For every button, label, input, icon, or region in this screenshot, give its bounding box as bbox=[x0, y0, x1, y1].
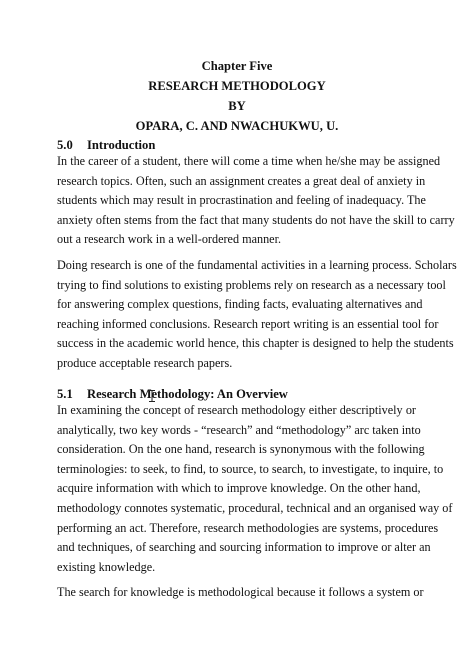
text-line: analytically, two key words - “research” and “methodology” arc taken into bbox=[57, 422, 421, 437]
text-line: research topics. Often, such an assignment creates a great deal of anxiety in bbox=[57, 173, 426, 188]
section-title: Introduction bbox=[87, 138, 156, 152]
text-line: out a research work in a well-ordered manner. bbox=[57, 232, 282, 247]
text-line: students which may result in procrastination and feeling of inadequacy. The bbox=[57, 193, 426, 208]
text-line: In examining the concept of research methodology either descriptively or bbox=[57, 403, 416, 417]
authors: OPARA, C. AND NWACHUKWU, U. bbox=[135, 119, 339, 133]
text-line: acquire information with which to improve knowledge. On the other hand, bbox=[57, 481, 421, 496]
section-heading-introduction bbox=[57, 137, 155, 153]
text-line: anxiety often stems from the fact that many students do not have the skill to carry bbox=[57, 212, 455, 227]
text-line: methodology connotes systematic, procedural, technical and an organised way of bbox=[57, 500, 453, 515]
text-line: success in the academic world hence, this chapter is designed to help the students bbox=[57, 336, 454, 351]
text-line: existing knowledge. bbox=[57, 559, 156, 574]
text-line: reaching informed conclusions. Research report writing is an essential tool for bbox=[57, 316, 439, 331]
text-line: In the career of a student, there will come a time when he/she may be assigned bbox=[57, 154, 441, 168]
section-title: Research Methodology: An Overview bbox=[87, 387, 288, 401]
text-line: produce acceptable research papers. bbox=[57, 355, 233, 370]
text-line: and techniques, of searching and sourcing information to improve or alter an bbox=[57, 540, 431, 555]
text-line: Doing research is one of the fundamental activities in a learning process. Scholars bbox=[57, 258, 457, 272]
paragraph-overview-2 bbox=[57, 583, 424, 603]
text-line: for answering complex questions, finding facts, evaluating alternatives and bbox=[57, 297, 423, 312]
text-line: consideration. On the one hand, research is synonymous with the following bbox=[57, 442, 425, 457]
section-number: 5.0 bbox=[57, 138, 73, 152]
text-line: trying to find solutions to existing problems rely on research as a necessary tool bbox=[57, 277, 446, 292]
by-line: BY bbox=[228, 99, 246, 113]
text-line: terminologies: to seek, to find, to source, to search, to investigate, to inquire, to bbox=[57, 461, 444, 476]
paragraph-intro-1 bbox=[57, 152, 455, 250]
text-line: performing an act. Therefore, research methodologies are systems, procedures bbox=[57, 520, 439, 535]
paragraph-intro-2 bbox=[57, 256, 457, 374]
chapter-title: RESEARCH METHODOLOGY bbox=[148, 79, 326, 93]
paragraph-overview-1 bbox=[57, 401, 453, 577]
text-line: The search for knowledge is methodological because it follows a system or bbox=[57, 585, 424, 599]
section-heading-overview bbox=[57, 386, 288, 402]
chapter-number: Chapter Five bbox=[201, 59, 273, 73]
section-number: 5.1 bbox=[57, 387, 73, 401]
chapter-heading bbox=[0, 56, 474, 136]
